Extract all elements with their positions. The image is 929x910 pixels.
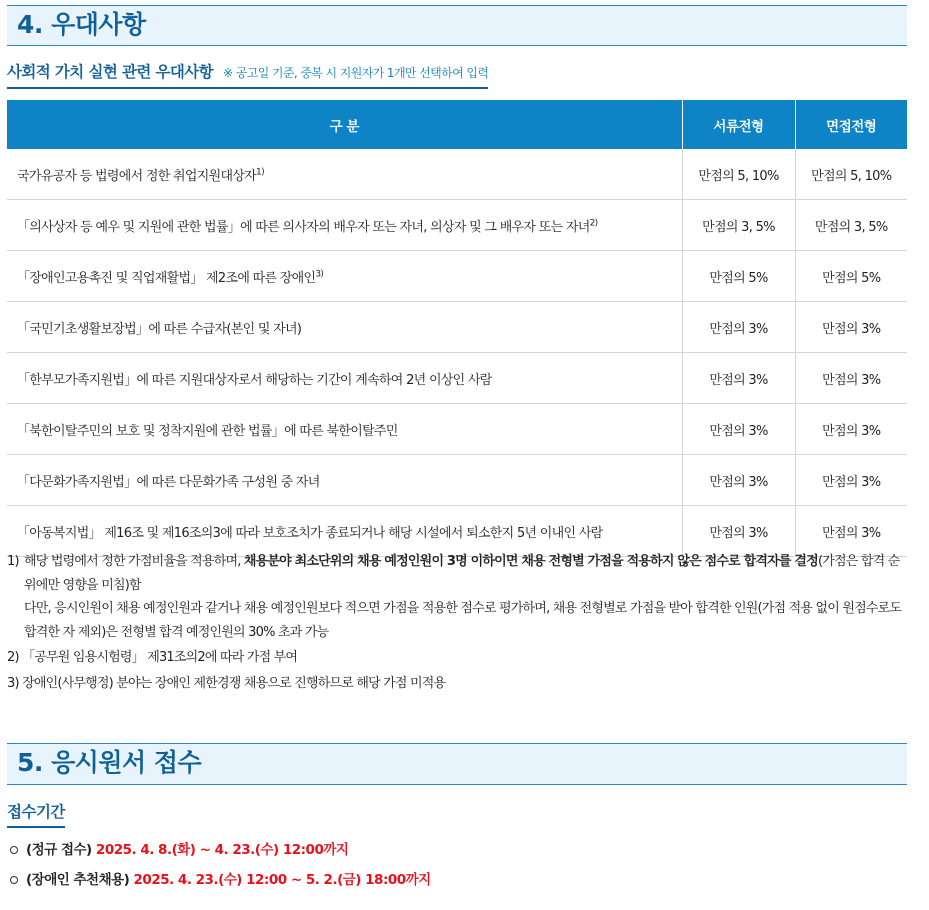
document-cell: 만점의 3, 5% [682, 200, 795, 251]
reception-item-period: 2025. 4. 8.(화) ~ 4. 23.(수) 12:00까지 [95, 842, 349, 858]
section-4-title: 4. 우대사항 [17, 10, 146, 39]
row-label-cell [7, 506, 682, 557]
document-cell: 만점의 5% [682, 251, 795, 302]
reception-item-label: (정규 접수) [26, 842, 92, 858]
interview-cell: 만점의 3% [795, 302, 907, 353]
document-cell: 만점의 3% [682, 455, 795, 506]
header-interview: 면접전형 [795, 100, 907, 149]
table-row [7, 149, 907, 200]
row-label: 「북한이탈주민의 보호 및 정착지원에 관한 법률」에 따른 북한이탈주민 [17, 423, 398, 439]
row-label: 「아동복지법」 제16조 및 제16조의3에 따라 보호조치가 종료되거나 해당 시설에서 퇴소한지 5년 이내인 사람 [17, 525, 603, 541]
interview-cell: 만점의 3% [795, 506, 907, 557]
row-label-cell [7, 353, 682, 404]
interview-cell: 만점의 3% [795, 404, 907, 455]
footnote-1-body [24, 550, 902, 597]
table-row [7, 251, 907, 302]
document-cell: 만점의 3% [682, 404, 795, 455]
footnote-1 [7, 550, 902, 597]
footnote-2: 2) 「공무원 임용시험령」 제31조의2에 따라 가점 부여 [7, 650, 298, 665]
row-label-cell [7, 200, 682, 251]
interview-cell: 만점의 3, 5% [795, 200, 907, 251]
row-label-cell [7, 302, 682, 353]
row-label-cell [7, 404, 682, 455]
reception-title: 접수기간 [7, 800, 65, 828]
footnote-ref: 3) [315, 269, 324, 280]
row-label: 국가유공자 등 법령에서 정한 취업지원대상자 [17, 168, 257, 184]
table-row [7, 302, 907, 353]
reception-item-label: (장애인 추천채용) [26, 872, 130, 888]
row-label: 「장애인고용촉진 및 직업재활법」 제2조에 따른 장애인 [17, 270, 316, 286]
interview-cell: 만점의 5% [795, 251, 907, 302]
row-label: 「국민기초생활보장법」에 따른 수급자(본인 및 자녀) [17, 321, 302, 337]
section-5-title: 5. 응시원서 접수 [17, 748, 202, 777]
document-cell: 만점의 5, 10% [682, 149, 795, 200]
header-document: 서류전형 [682, 100, 795, 149]
table-row [7, 353, 907, 404]
row-label: 「의사상자 등 예우 및 지원에 관한 법률」에 따른 의사자의 배우자 또는 자녀, 의상자 및 그 배우자 또는 자녀 [17, 219, 590, 235]
row-label-cell [7, 149, 682, 200]
interview-cell: 만점의 3% [795, 353, 907, 404]
table-header-row [7, 100, 907, 149]
table-row [7, 506, 907, 557]
footnote-3: 3) 장애인(사무행정) 분야는 장애인 제한경쟁 채용으로 진행하므로 해당 가점 미적용 [7, 675, 446, 691]
table-row [7, 404, 907, 455]
footnote-1-bold: 채용분야 최소단위의 채용 예정인원이 3명 이하이면 채용 전형별 가점을 적용하지 않은 점수로 합격자를 결정 [243, 554, 818, 569]
document-cell: 만점의 3% [682, 302, 795, 353]
reception-item-regular [10, 838, 348, 858]
preference-table [7, 100, 907, 557]
document-cell: 만점의 3% [682, 353, 795, 404]
footnote-1-additional: 다만, 응시인원이 채용 예정인원과 같거나 채용 예정인원보다 적으면 가점을 적용한 점수로 평가하며, 채용 전형별로 가점을 받아 합격한 인원(가점 적용 없이 원점수로도 합격한 자 제외)은 전형별 합격 예정인원의 30% 초과 가능 [24, 601, 902, 640]
header-category: 구 분 [7, 100, 682, 149]
footnote-1-text: 해당 법령에서 정한 가점비율을 적용하며, [24, 554, 244, 569]
reception-item-period: 2025. 4. 23.(수) 12:00 ~ 5. 2.(금) 18:00까지 [133, 872, 431, 888]
row-label: 「한부모가족지원법」에 따른 지원대상자로서 해당하는 기간이 계속하여 2년 이상인 사람 [17, 372, 492, 388]
reception-item-disabled [10, 868, 431, 888]
interview-cell: 만점의 3% [795, 455, 907, 506]
subtitle-text: 사회적 가치 실현 관련 우대사항 [7, 63, 214, 81]
row-label: 「다문화가족지원법」에 따른 다문화가족 구성원 중 자녀 [17, 474, 320, 490]
footnotes [7, 550, 902, 695]
row-label-cell [7, 251, 682, 302]
row-label-cell [7, 455, 682, 506]
table-row [7, 200, 907, 251]
subtitle-block [7, 60, 488, 89]
document-cell: 만점의 3% [682, 506, 795, 557]
interview-cell: 만점의 5, 10% [795, 149, 907, 200]
footnote-ref: 1) [256, 167, 264, 178]
footnote-1-text-cont: (가점은 합격 순위에만 영향을 미침)함 [24, 554, 900, 593]
section-5-header [7, 743, 907, 785]
bullet-icon [10, 846, 18, 854]
footnote-1-number: 1) [7, 554, 19, 569]
footnote-ref: 2) [589, 218, 598, 229]
bullet-icon [10, 876, 18, 884]
subtitle-note: ※ 공고일 기준, 중복 시 지원자가 1개만 선택하여 입력 [223, 66, 489, 80]
section-4-header [7, 5, 907, 46]
table-row [7, 455, 907, 506]
